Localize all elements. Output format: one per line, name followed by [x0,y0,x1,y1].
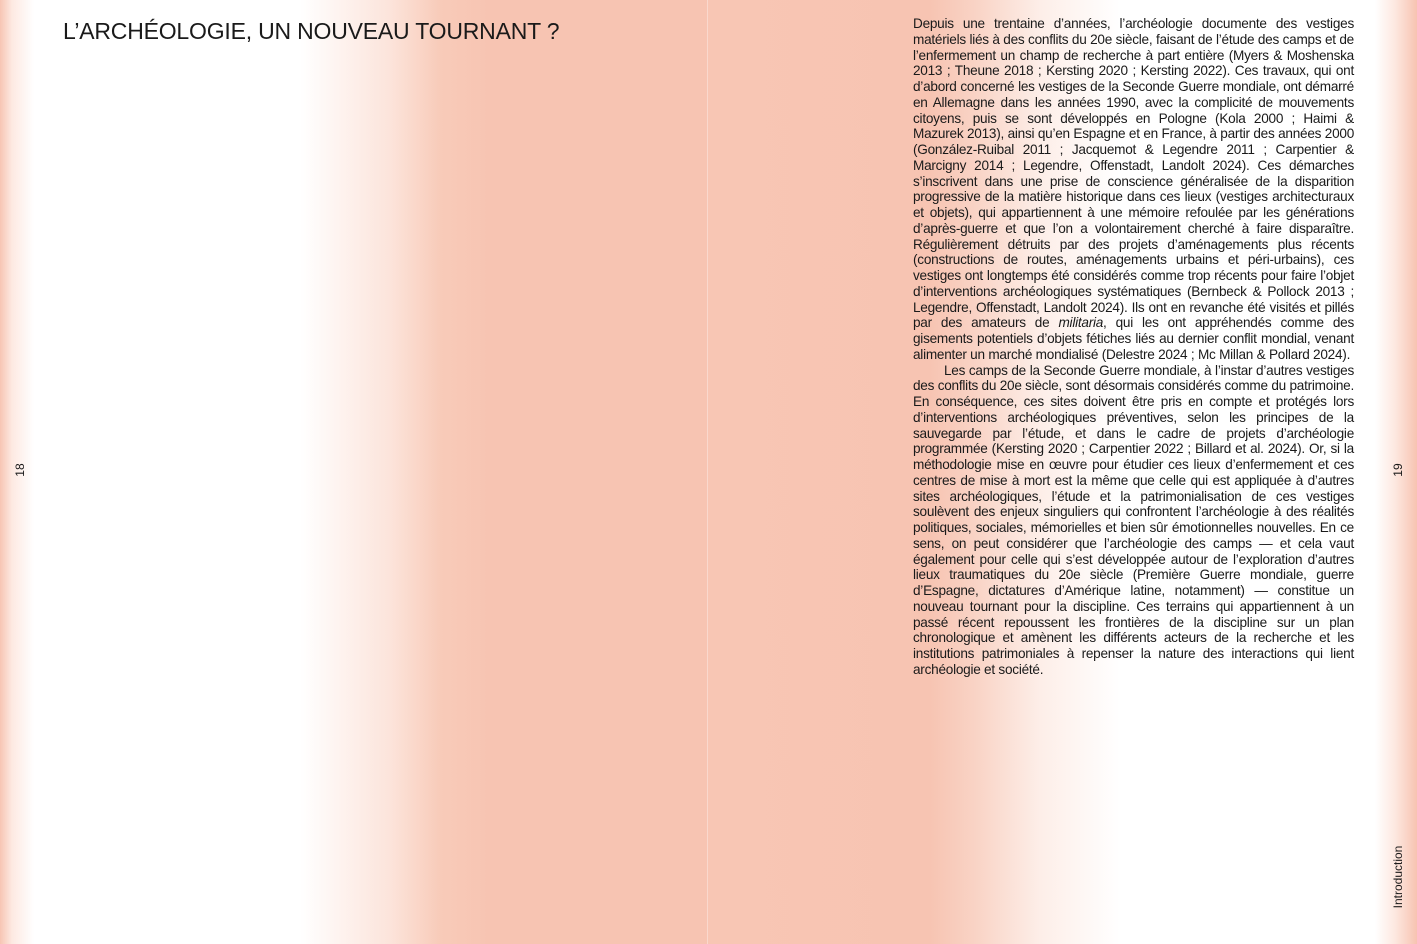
paragraph-1 [913,16,1354,363]
body-text [913,16,1354,678]
spread-gutter [707,0,708,944]
running-head: Introduction [1391,845,1405,909]
page-number-right: 19 [1391,463,1405,477]
paragraph-1-start: Depuis une trentaine d’années, l’archéologie documente des vestiges matériels liés à des conflits du 20e siècle, faisant de l’étude des camps et de l’enfermement un champ de recherche à part entière (Myers & Moshenska 2013 ; Theune 2018 ; Kersting 2020 ; Kersting 2022). Ces travaux, qui ont d’abord concerné les vestiges de la Seconde Guerre mondiale, ont démarré en Allemagne dans les années 1990, avec la complicité de mouvements citoyens, puis se sont développés en Pologne (Kola 2000 ; Haimi & Mazurek 2013), ainsi qu’en Espagne et en France, à partir des années 2000 (González-Ruibal 2011 ; Jacquemot & Legendre 2011 ; Carpentier & Marcigny 2014 ; Legendre, Offenstadt, Landolt 2024). Ces démarches s’inscrivent dans une prise de conscience généralisée de la disparition progressive de la matière historique dans ces lieux (vestiges architecturaux et objets), qui appartiennent à une mémoire refoulée par les générations d’après-guerre et que l’on a volontairement cherché à faire disparaître. Régulièrement détruits par des projets d’aménagements plus récents (constructions de routes, aménagements urbains et péri-urbains), ces vestiges ont longtemps été considérés comme trop récents pour faire l’objet d’interventions archéologiques systématiques (Bernbeck & Pollock 2013 ; Legendre, Offenstadt, Landolt 2024). Ils ont en revanche été visités et pillés par des amateurs de [913,16,1354,331]
page-number-left: 18 [13,463,27,477]
paragraph-1-end: , qui les ont appréhendés comme des gisements potentiels d’objets fétiches liés au dernier conflit mondial, venant alimenter un marché mondialisé (Delestre 2024 ; Mc Millan & Pollard 2024). [913,315,1354,362]
chapter-title: L’ARCHÉOLOGIE, UN NOUVEAU TOURNANT ? [63,18,560,44]
paragraph-2: Les camps de la Seconde Guerre mondiale, à l’instar d’autres vestiges des conflits du 20e siècle, sont désormais considérés comme du patrimoine. En conséquence, ces sites doivent être pris en compte et protégés lors d’interventions archéologiques préventives, selon les principes de la sauvegarde par l’étude, et dans le cadre de projets d’archéologie programmée (Kersting 2020 ; Carpentier 2022 ; Billard et al. 2024). Or, si la méthodologie mise en œuvre pour étudier ces lieux d’enfermement et ces centres de mise à mort est la même que celle qui est appliquée à d’autres sites archéologiques, l’étude et la patrimonialisation de ces vestiges soulèvent des enjeux singuliers qui confrontent l’archéologie à des réalités politiques, sociales, mémorielles et bien sûr émotionnelles nouvelles. En ce sens, on peut considérer que l’archéologie des camps — et cela vaut également pour celle qui s’est développée autour de l’exploration d’autres lieux traumatiques du 20e siècle (Première Guerre mondiale, guerre d’Espagne, dictatures d’Amérique latine, notamment) — constitue un nouveau tournant pour la discipline. Ces terrains qui appartiennent à un passé récent repoussent les frontières de la discipline sur un plan chronologique et amènent les différents acteurs de la recherche et les institutions patrimoniales à repenser la nature des interactions qui lient archéologie et société. [913,362,1354,677]
paragraph-1-italic-term: militaria [1058,315,1104,331]
